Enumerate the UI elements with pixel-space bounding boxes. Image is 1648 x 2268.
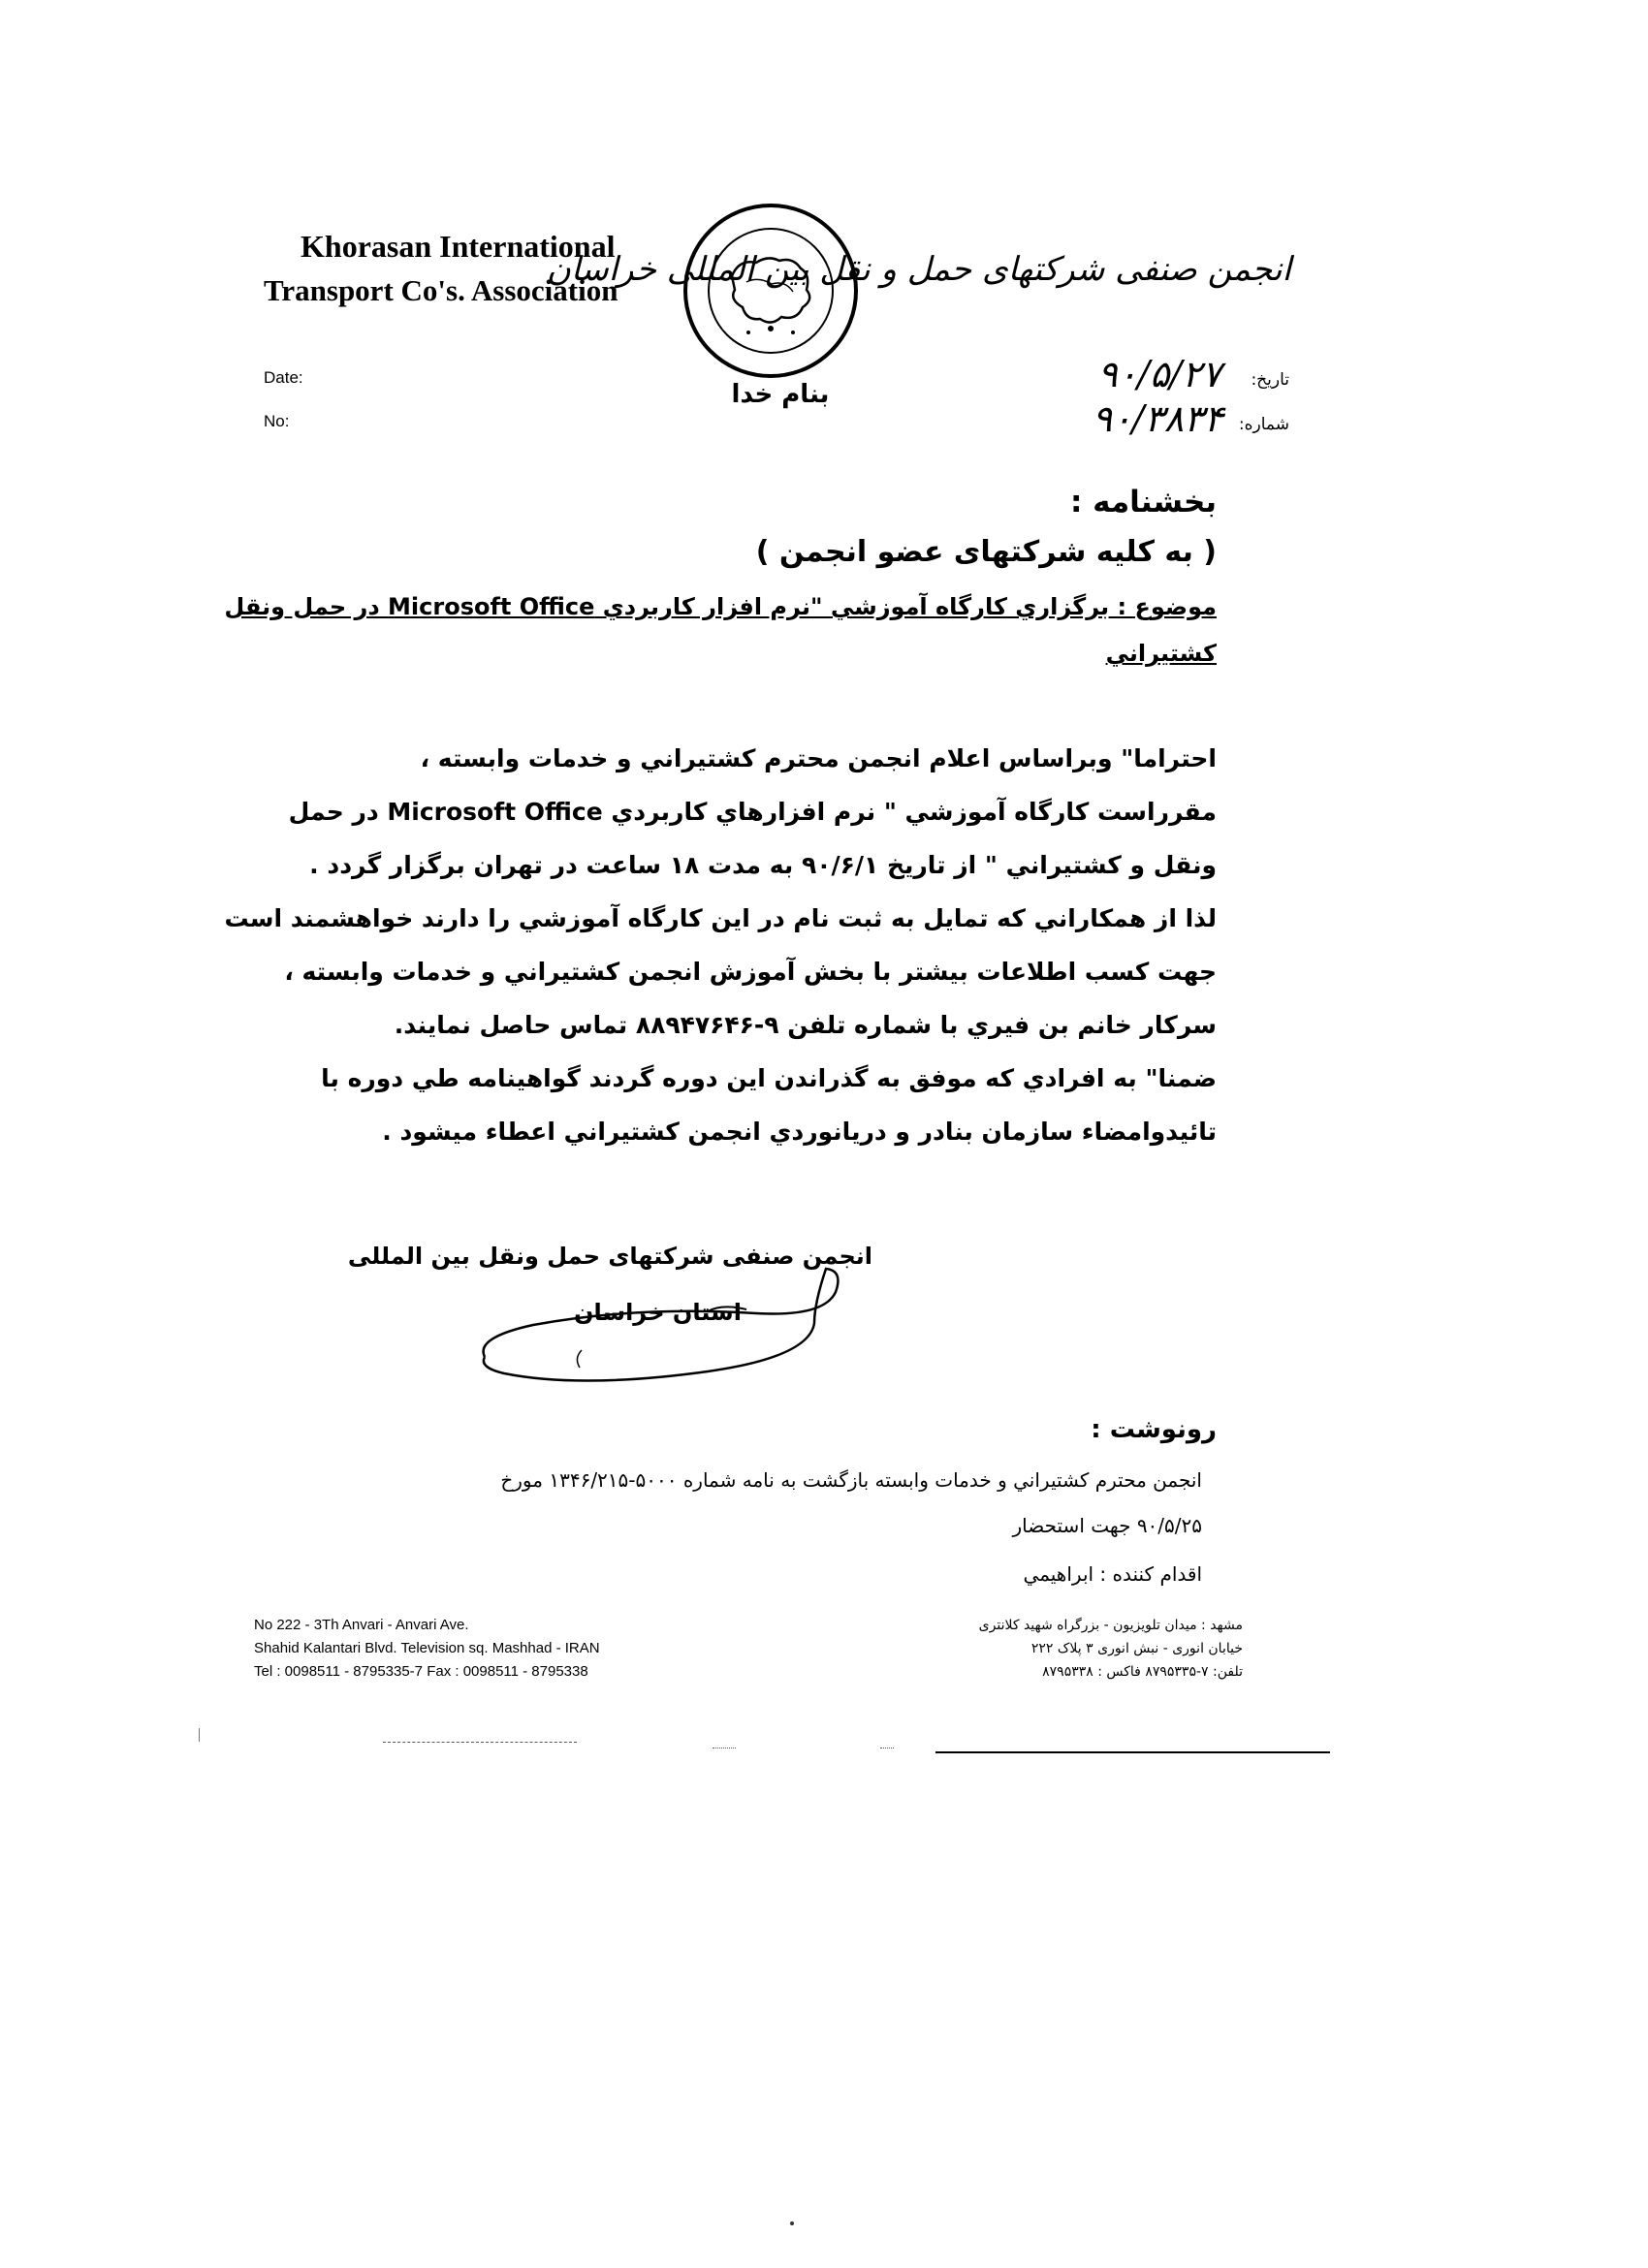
body-line: لذا از همكاراني كه تمايل به ثبت نام در اين كارگاه آموزشي را دارند خواهشمند است <box>224 904 1217 932</box>
association-seal-logo <box>679 199 863 383</box>
cc-line-2: ۹۰/۵/۲۵ جهت استحضار <box>1012 1514 1202 1537</box>
recipient-line: ( به کلیه شرکتهای عضو انجمن ) <box>755 535 1217 569</box>
handwritten-signature <box>465 1265 853 1391</box>
footer-address-fa-line: خیابان انوری - نبش انوری ۳ پلاک ۲۲۲ <box>1030 1641 1243 1656</box>
date-label-fa: تاریخ: <box>1251 370 1289 390</box>
footer-address-en <box>254 1614 600 1684</box>
signature-province-line: استان خراسان <box>573 1299 742 1326</box>
body-line: مقرراست كارگاه آموزشي " نرم افزارهاي كاربردي Microsoft Office در حمل <box>288 798 1217 826</box>
letter-type-heading: بخشنامه : <box>1069 485 1217 520</box>
org-name-fa: انجمن صنفی شرکتهای حمل و نقل بین المللی خراسان <box>546 250 1291 289</box>
org-name-en-line1: Khorasan International <box>301 229 616 264</box>
footer-dot-mark <box>880 1748 894 1749</box>
footer-address-en-line: No 222 - 3Th Anvari - Anvari Ave. <box>254 1617 469 1633</box>
org-name-en-line2: Transport Co's. Association <box>264 273 618 307</box>
subject-line-2: كشتيراني <box>1105 640 1217 667</box>
body-line: سركار خانم بن فيري با شماره تلفن ۹-۸۸۹۴۷۶۴۶ تماس حاصل نمايند. <box>394 1011 1217 1039</box>
date-label-en: Date: <box>264 368 303 387</box>
subject-line-1: موضوع : برگزاري كارگاه آموزشي "نرم افزار كاربردي Microsoft Office در حمل ونقل <box>224 593 1217 620</box>
footer-address-fa-line: مشهد : میدان تلویزیون - بزرگراه شهید کلانتری <box>978 1618 1243 1633</box>
cc-heading: رونوشت : <box>1091 1415 1217 1444</box>
scan-artifact-dot <box>790 2221 794 2225</box>
body-line: ونقل و كشتيراني " از تاريخ ۹۰/۶/۱ به مدت ۱۸ ساعت در تهران برگزار گردد . <box>309 851 1217 879</box>
no-label-en: No: <box>264 412 290 430</box>
no-label-fa: شماره: <box>1238 415 1289 434</box>
footer-dash-mark <box>383 1742 577 1744</box>
cc-line-1: انجمن محترم كشتيراني و خدمات وابسته بازگشت به نامه شماره ۵۰۰۰-۱۳۴۶/۲۱۵ مورخ <box>500 1468 1202 1492</box>
signature-org-line: انجمن صنفی شرکتهای حمل ونقل بین المللی <box>347 1243 872 1270</box>
date-value-handwritten: ۹۰/۵/۲۷ <box>1097 353 1221 395</box>
body-line: جهت كسب اطلاعات بيشتر با بخش آموزش انجمن كشتيراني و خدمات وابسته ، <box>284 958 1217 986</box>
footer-dot-mark <box>713 1748 736 1749</box>
footer-address-en-line: Tel : 0098511 - 8795335-7 Fax : 0098511 - 8795338 <box>254 1663 588 1680</box>
footer-address-fa-line: تلفن: ۷-۸۷۹۵۳۳۵ فاکس : ۸۷۹۵۳۳۸ <box>1042 1664 1243 1680</box>
no-value-handwritten: ۹۰/۳۸۳۴ <box>1092 397 1223 440</box>
scan-artifact-mark <box>199 1728 200 1742</box>
seal-emblem-icon <box>679 199 863 383</box>
footer-rule <box>935 1751 1330 1753</box>
footer-address-en-line: Shahid Kalantari Blvd. Television sq. Mashhad - IRAN <box>254 1640 600 1656</box>
action-by-line: اقدام كننده : ابراهيمي <box>1023 1562 1202 1586</box>
bismillah-heading: بنام خدا <box>731 380 830 409</box>
body-line: ضمنا" به افرادي كه موفق به گذراندن اين دوره گردند گواهينامه طي دوره با <box>321 1064 1217 1092</box>
body-line: احتراما" وبراساس اعلام انجمن محترم كشتيراني و خدمات وابسته ، <box>420 744 1217 772</box>
body-line: تائيدوامضاء سازمان بنادر و دريانوردي انجمن كشتيراني اعطاء ميشود . <box>382 1118 1217 1146</box>
footer-address-fa <box>979 1614 1243 1684</box>
